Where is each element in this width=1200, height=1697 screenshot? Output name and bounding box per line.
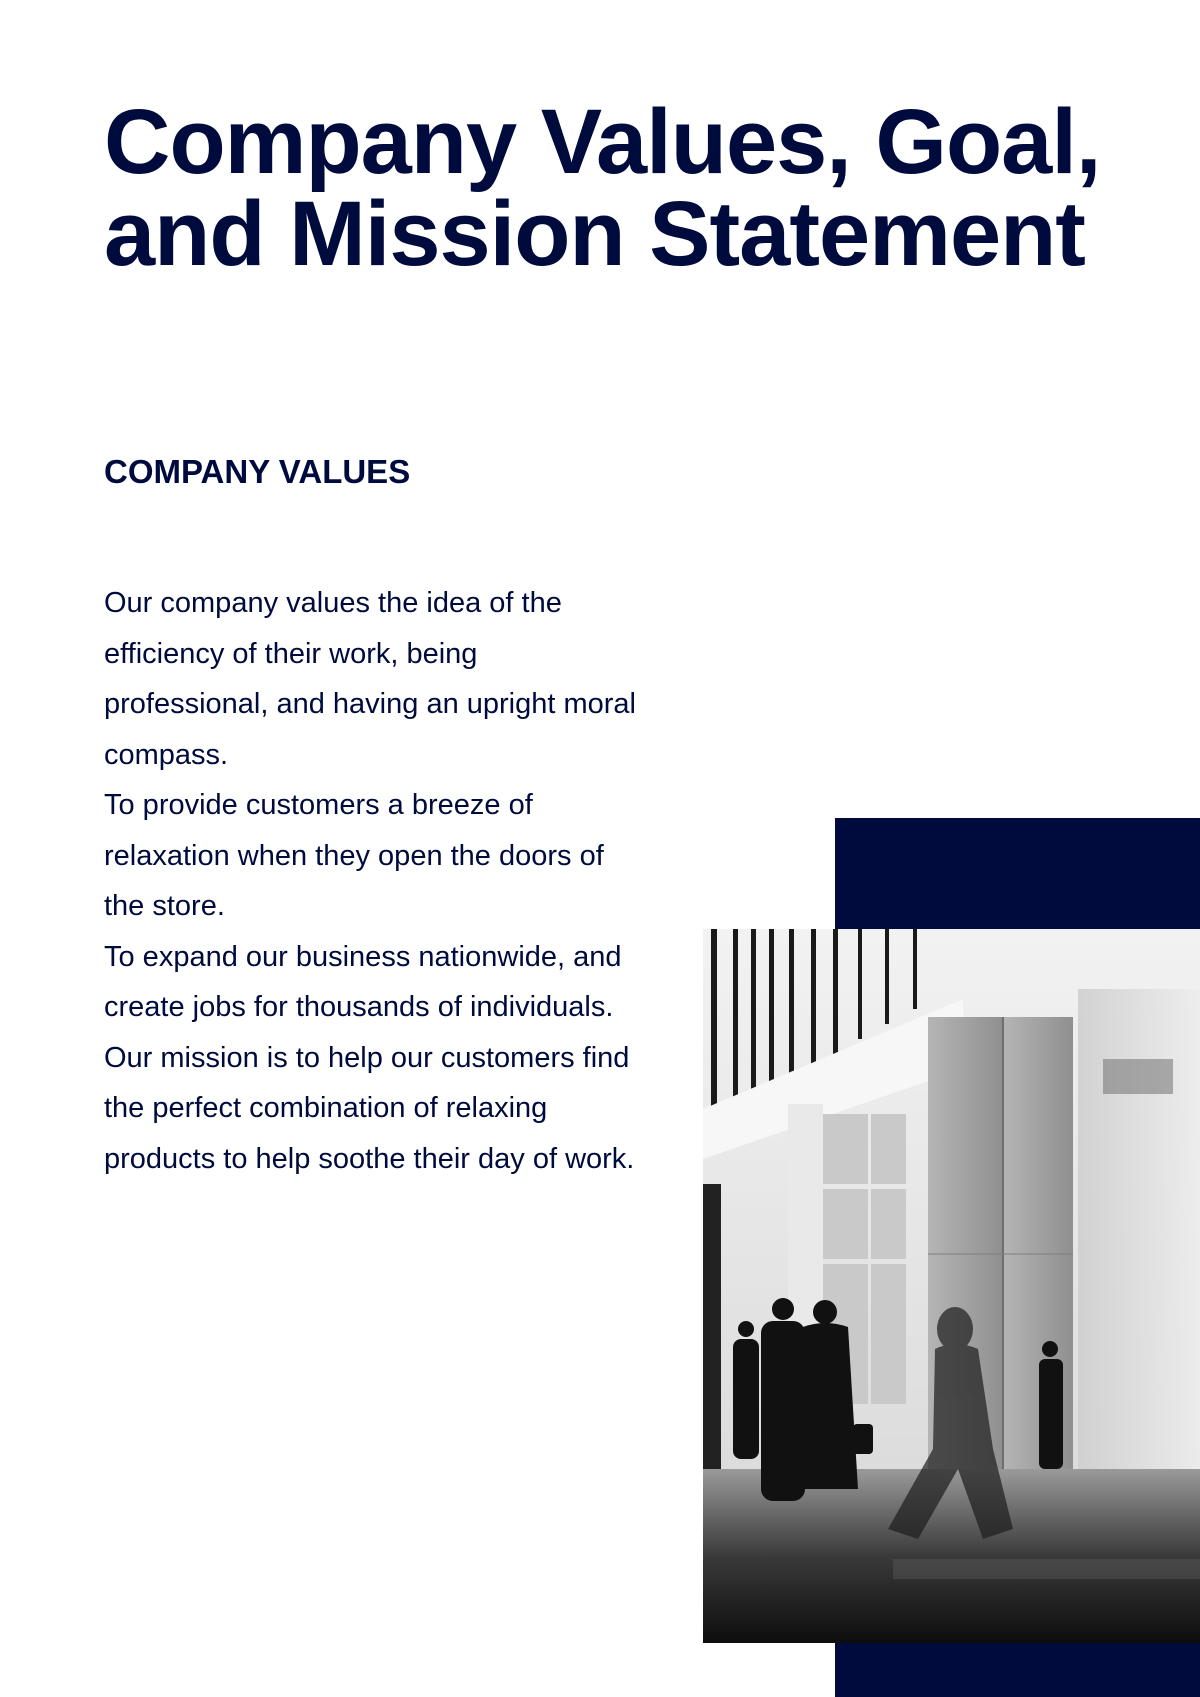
paragraph-values: Our company values the idea of the efficiency of their work, being professional, and having an upright moral compass. [104,587,636,771]
page-title-line-1: Company Values, Goal, [104,91,1101,193]
navy-accent-block-top [835,818,1200,930]
page-title-line-2: and Mission Statement [104,183,1085,285]
navy-accent-block-bottom [835,1642,1200,1697]
section-heading-company-values: COMPANY VALUES [104,453,411,490]
paragraph-relaxation: To provide customers a breeze of relaxation when they open the doors of the store. [104,789,604,922]
paragraph-expansion: To expand our business nationwide, and create jobs for thousands of individuals. [104,940,622,1023]
values-body-text [104,578,644,1184]
page-title [104,91,1104,285]
photo-icon [703,929,1200,1643]
office-building-photo [703,929,1200,1643]
paragraph-mission: Our mission is to help our customers find the perfect combination of relaxing products to help soothe their day of work. [104,1041,635,1175]
